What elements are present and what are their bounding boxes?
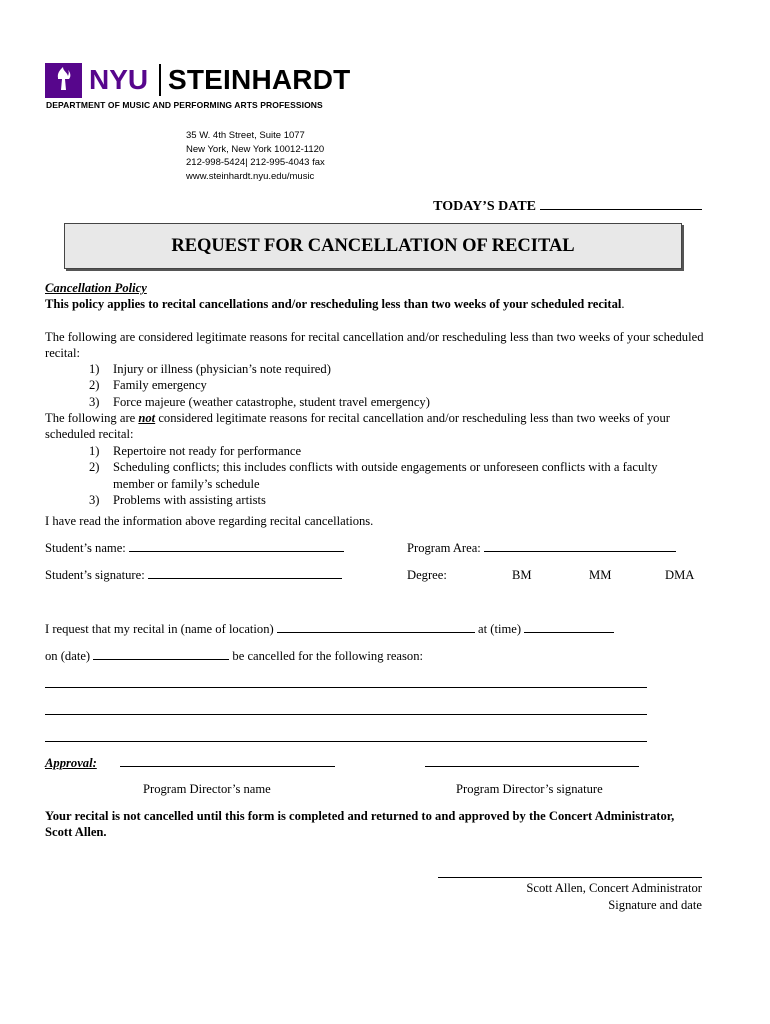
director-name-label: Program Director’s name (143, 782, 271, 796)
time-blank[interactable] (524, 621, 614, 633)
logo-divider (159, 64, 161, 96)
todays-date-blank[interactable] (540, 197, 702, 210)
policy-subheading-text: This policy applies to recital cancellations and/or rescheduling less than two weeks of your scheduled recital (45, 297, 622, 311)
list-item (89, 377, 673, 393)
recital-location-field (45, 621, 614, 637)
list-text: Force majeure (weather catastrophe, student travel emergency) (113, 394, 430, 409)
reason-label: be cancelled for the following reason: (232, 649, 424, 663)
program-area-field (407, 540, 676, 556)
director-signature-label: Program Director’s signature (456, 782, 603, 796)
policy-heading: Cancellation Policy (45, 281, 147, 295)
policy-subheading-end: . (621, 297, 625, 311)
list-text: Scheduling conflicts; this includes conflicts with outside engagements or unforeseen conflicts with a faculty member or family’s schedule (113, 460, 658, 491)
director-name-blank[interactable] (120, 766, 335, 767)
administrator-caption: Signature and date (608, 898, 702, 912)
student-name-blank[interactable] (129, 540, 344, 552)
page-title: REQUEST FOR CANCELLATION OF RECITAL (171, 236, 575, 256)
request-location-label: I request that my recital in (name of location) (45, 622, 274, 636)
degree-option-bm[interactable]: BM (512, 568, 532, 582)
list-number: 1) (89, 444, 100, 458)
list-text: Family emergency (113, 378, 207, 393)
policy-subheading (45, 296, 625, 312)
address-line: www.steinhardt.nyu.edu/music (186, 170, 315, 182)
date-label: on (date) (45, 649, 91, 663)
time-label: at (time) (478, 622, 522, 636)
legit-reasons-list (89, 361, 673, 410)
read-statement: I have read the information above regarding recital cancellations. (45, 514, 374, 528)
not-intro-post: considered legitimate reasons for recital cancellation and/or rescheduling less than two weeks of your scheduled recital: (45, 411, 670, 442)
cancellation-notice: Your recital is not cancelled until this form is completed and returned to and approved by the Concert Administrator, Scott Allen. (45, 809, 675, 840)
address-block (186, 129, 325, 183)
not-legit-reasons-intro (45, 410, 705, 443)
nyu-torch-icon (45, 63, 82, 98)
student-signature-blank[interactable] (148, 567, 342, 579)
approval-label: Approval: (45, 756, 97, 770)
list-item (89, 459, 673, 492)
address-line: New York, New York 10012-1120 (186, 143, 325, 155)
department-name: DEPARTMENT OF MUSIC AND PERFORMING ARTS PROFESSIONS (46, 100, 323, 110)
todays-date-label: TODAY’S DATE (433, 199, 536, 214)
not-intro-pre: The following are (45, 411, 139, 425)
not-legit-reasons-list (89, 443, 673, 509)
list-text: Injury or illness (physician’s note required) (113, 362, 331, 376)
brand-nyu: NYU (89, 64, 149, 95)
student-signature-field (45, 567, 342, 583)
address-line: 212-998-5424| 212-995-4043 fax (186, 157, 325, 168)
list-item (89, 361, 673, 377)
recital-date-field (45, 648, 423, 664)
title-box (64, 223, 682, 269)
administrator-signature-blank[interactable] (438, 877, 702, 878)
list-number: 3) (89, 394, 100, 409)
list-number: 2) (89, 460, 100, 475)
date-blank[interactable] (93, 648, 229, 660)
list-number: 3) (89, 493, 100, 508)
program-area-label: Program Area: (407, 541, 481, 555)
list-item (89, 394, 673, 410)
student-name-field (45, 540, 344, 556)
list-number: 1) (89, 362, 100, 376)
legit-reasons-intro: The following are considered legitimate reasons for recital cancellation and/or rescheduling less than two weeks of your scheduled recital: (45, 330, 704, 361)
todays-date-field (433, 197, 702, 215)
list-item (89, 443, 673, 459)
list-text: Repertoire not ready for performance (113, 444, 302, 458)
brand-steinhardt: STEINHARDT (168, 64, 351, 95)
administrator-name: Scott Allen, Concert Administrator (526, 881, 702, 895)
address-line: 35 W. 4th Street, Suite 1077 (186, 130, 305, 141)
location-blank[interactable] (277, 621, 475, 633)
reason-line-1[interactable] (45, 687, 647, 688)
list-item (89, 492, 673, 508)
list-number: 2) (89, 378, 100, 393)
program-area-blank[interactable] (484, 540, 676, 552)
reason-line-2[interactable] (45, 714, 647, 715)
reason-line-3[interactable] (45, 741, 647, 742)
director-signature-blank[interactable] (425, 766, 639, 767)
student-signature-label: Student’s signature: (45, 568, 145, 582)
degree-option-dma[interactable]: DMA (665, 568, 695, 582)
list-text: Problems with assisting artists (113, 493, 266, 508)
degree-option-mm[interactable]: MM (589, 568, 612, 582)
student-name-label: Student’s name: (45, 541, 126, 555)
not-emphasis: not (138, 411, 156, 425)
degree-label: Degree: (407, 568, 447, 582)
